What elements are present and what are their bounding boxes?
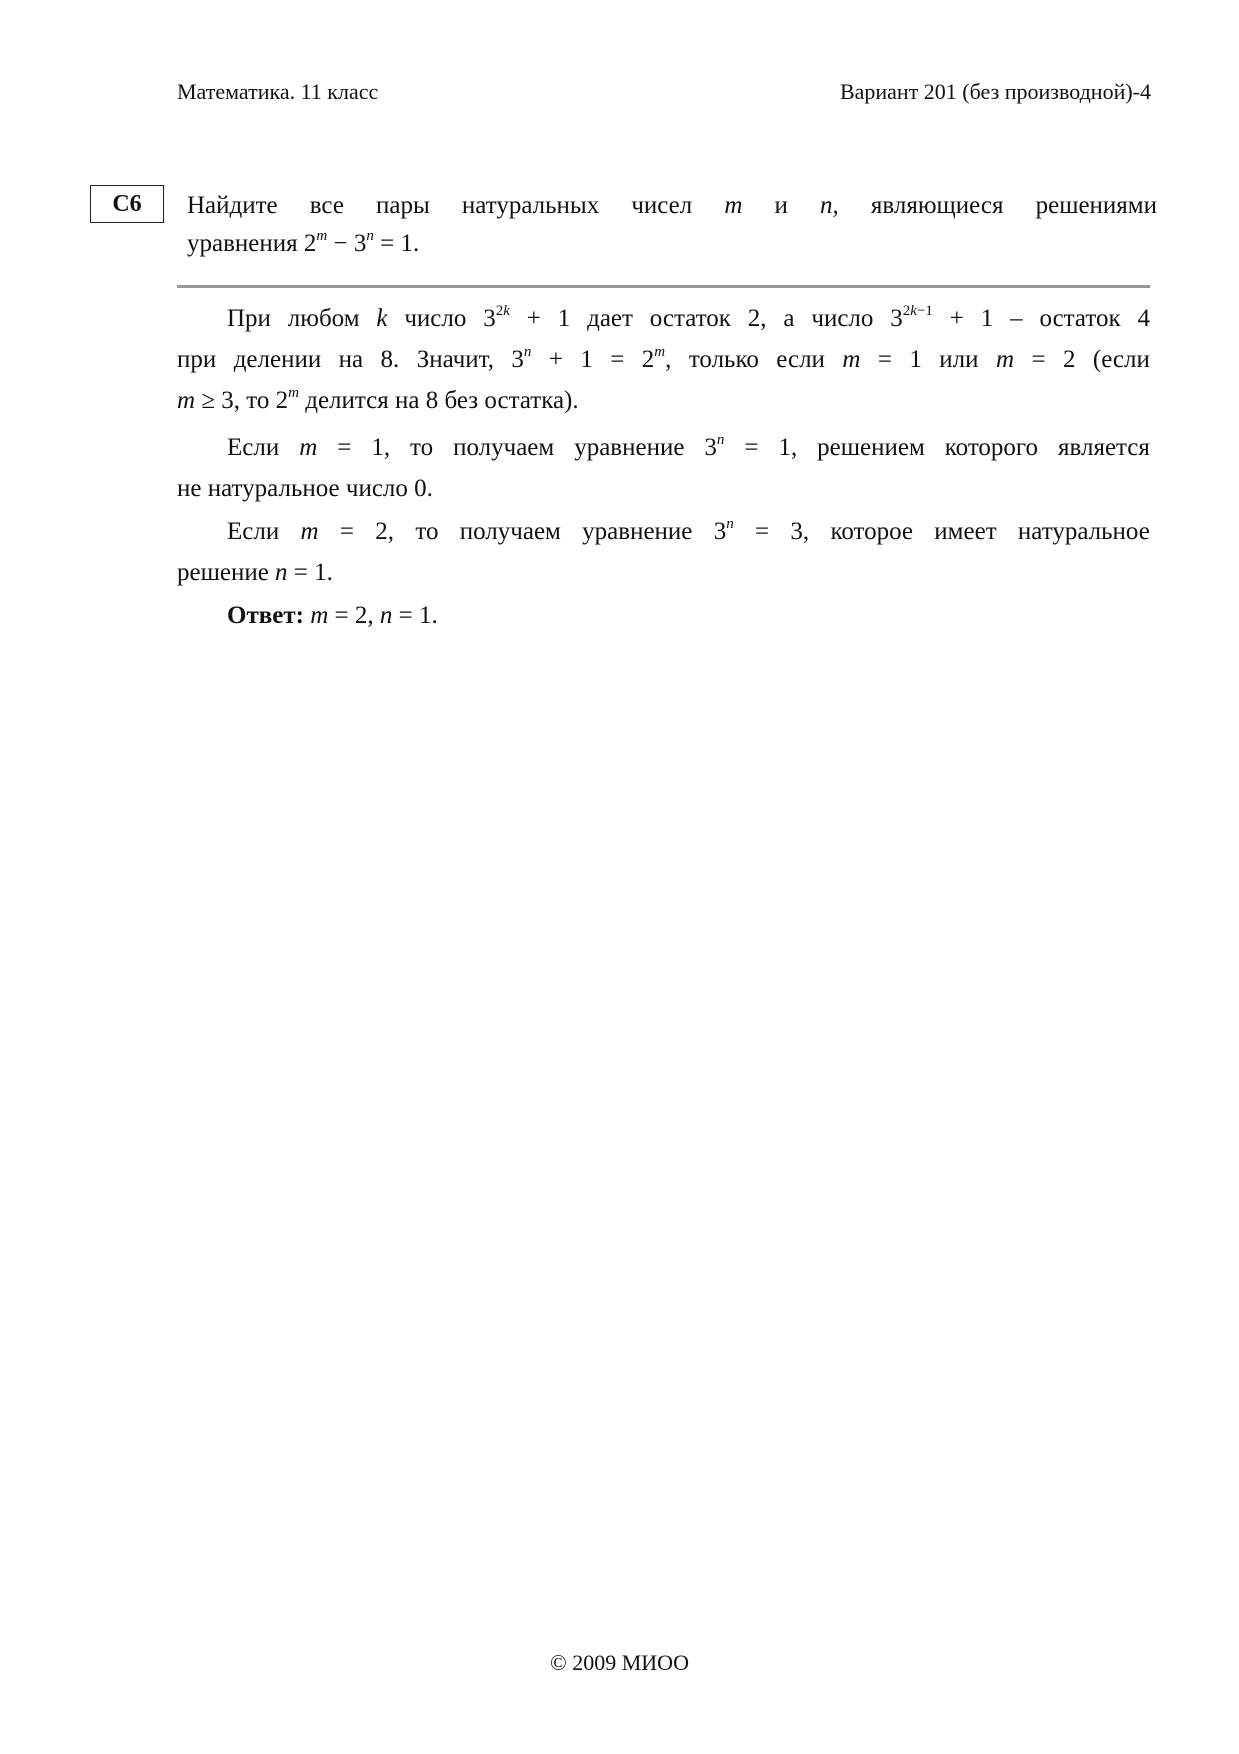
word: (если — [1092, 346, 1150, 373]
word: + — [949, 305, 964, 332]
word: 2, — [747, 305, 767, 332]
word: при — [177, 346, 217, 373]
solution-p2-line1 — [177, 429, 1150, 470]
word: 1, — [371, 434, 391, 461]
word: является — [1058, 434, 1150, 461]
word: Если — [227, 434, 280, 461]
word: 1, — [778, 434, 798, 461]
solution — [177, 300, 1150, 634]
solution-p1-line2 — [177, 341, 1150, 382]
word: 1 — [557, 305, 571, 332]
word: Если — [227, 518, 280, 545]
word: или — [939, 346, 979, 373]
var-n: n, — [820, 192, 839, 219]
divider — [177, 285, 1150, 288]
word: m — [299, 434, 318, 461]
word: чисел — [631, 192, 693, 219]
word: + — [526, 305, 541, 332]
footer-copyright: © 2009 МИОО — [550, 1650, 689, 1675]
word: которого — [944, 434, 1039, 461]
word: любом — [287, 305, 360, 332]
header-subject: Математика. 11 класс — [177, 79, 379, 104]
word: $3^{2k-1}$ — [890, 303, 933, 332]
word: При — [227, 305, 271, 332]
word: которое — [830, 518, 913, 545]
word: натуральное — [1017, 518, 1150, 545]
word: получаем — [453, 434, 555, 461]
word: а — [783, 305, 795, 332]
word: 1 — [980, 305, 994, 332]
word: 1 — [580, 346, 593, 373]
word: = — [755, 518, 770, 545]
word: если — [776, 346, 825, 373]
word: 1 — [909, 346, 922, 373]
word: делении — [233, 346, 322, 373]
word: 3$^n$ — [704, 432, 725, 461]
word: 4 — [1137, 305, 1150, 332]
word: и — [774, 192, 788, 219]
word: 3$^n$ — [511, 344, 532, 373]
word: только — [688, 346, 759, 373]
word: m — [995, 346, 1015, 373]
word: 3$^n$ — [713, 516, 734, 545]
problem-line-1 — [187, 187, 1157, 225]
word: – — [1010, 305, 1023, 332]
word: пары — [376, 192, 430, 219]
word: уравнение — [582, 518, 693, 545]
word: = — [337, 434, 352, 461]
word: число — [811, 305, 874, 332]
word: то — [410, 434, 434, 461]
word: получаем — [459, 518, 561, 545]
word: число — [404, 305, 467, 332]
word: 2, — [375, 518, 395, 545]
word: натуральных — [461, 192, 600, 219]
word: = — [339, 518, 354, 545]
word: 2$^m$, — [641, 344, 672, 373]
solution-p1-line1 — [177, 300, 1150, 341]
word: то — [415, 518, 439, 545]
word: решениями — [1035, 192, 1157, 219]
word: m — [842, 346, 861, 373]
word: = — [1031, 346, 1046, 373]
word: все — [309, 192, 344, 219]
word: являющиеся — [870, 192, 1004, 219]
word: $3^{2k}$ — [483, 303, 510, 332]
word: уравнение — [574, 434, 685, 461]
word: Найдите — [187, 192, 278, 219]
word: Значит, — [416, 346, 494, 373]
word: имеет — [934, 518, 997, 545]
word: решением — [817, 434, 925, 461]
answer-value: m = 2, n = 1. — [310, 602, 438, 629]
answer — [177, 597, 1150, 634]
word: на — [338, 346, 364, 373]
task-label: С6 — [90, 185, 164, 223]
word: 2 — [1062, 346, 1076, 373]
problem-statement — [187, 187, 1157, 266]
word: остаток — [1039, 305, 1121, 332]
header-variant: Вариант 201 (без производной)-4 — [839, 79, 1151, 104]
solution-p1-line3: m ≥ 3, то 2$^m$ делится на 8 без остатка). — [177, 385, 579, 414]
word: 8. — [380, 346, 400, 373]
solution-p3-line1 — [177, 513, 1150, 554]
var-m: m — [724, 192, 743, 219]
solution-p2-line2: не натуральное число 0. — [177, 475, 433, 502]
word: дает — [587, 305, 633, 332]
word: 3, — [790, 518, 810, 545]
solution-p3-line2: решение n = 1. — [177, 559, 333, 586]
word: m — [300, 518, 319, 545]
answer-label: Ответ: — [227, 602, 304, 629]
word: = — [744, 434, 759, 461]
word: = — [610, 346, 625, 373]
word: + — [548, 346, 563, 373]
word: остаток — [649, 305, 731, 332]
word: = — [877, 346, 892, 373]
word: k — [376, 305, 388, 332]
problem-line-2: уравнения $2^m - 3^n = 1$. — [187, 228, 420, 257]
